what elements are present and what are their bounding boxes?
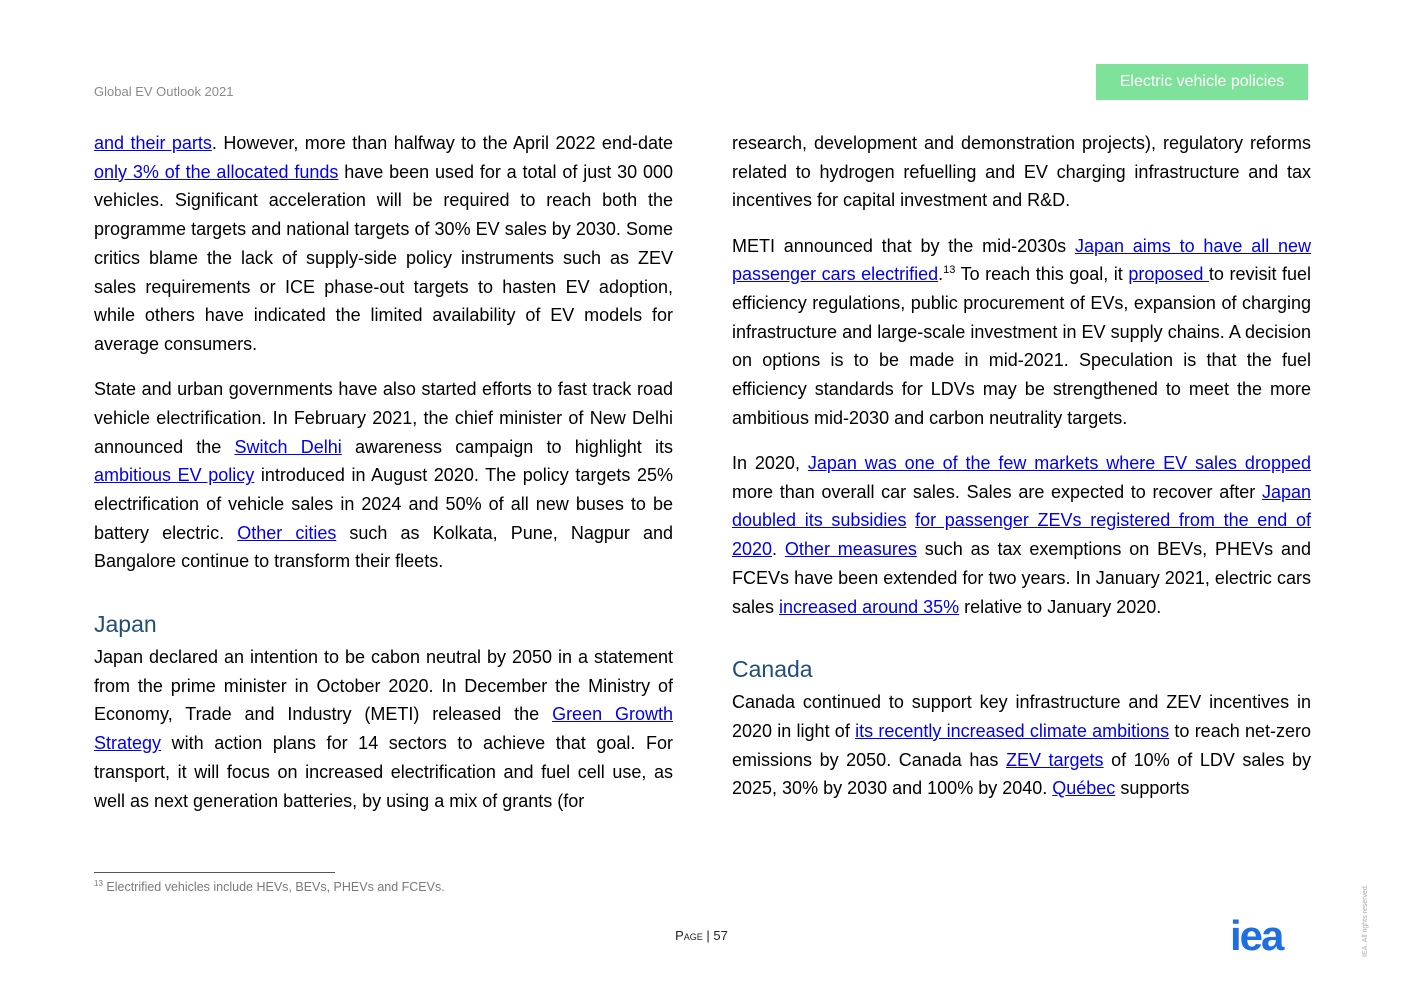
iea-logo: iea bbox=[1230, 912, 1283, 959]
page-number bbox=[0, 928, 1403, 943]
link-doubled-subsidies[interactable]: Japan doubled its subsidies bbox=[732, 481, 1311, 531]
link-ev-sales-dropped[interactable]: Japan was one of the few markets where EV sales dropped bbox=[807, 453, 1311, 474]
footnote: $^{13}$ Electrified vehicles include HEVs, BEVs, PHEVs and FCEVs. bbox=[94, 878, 445, 894]
link-switch-delhi[interactable]: Switch Delhi bbox=[234, 436, 342, 457]
page-label: Page bbox=[675, 928, 703, 943]
link-and-their-parts[interactable]: and their parts bbox=[94, 133, 212, 153]
footnote-divider bbox=[94, 872, 335, 873]
link-quebec[interactable]: Québec bbox=[1052, 778, 1116, 799]
link-japan-aims-electrified[interactable]: Japan aims to have all new passenger cars electrified bbox=[732, 235, 1312, 285]
section-heading-japan: Japan bbox=[94, 611, 157, 638]
link-ev-policy[interactable]: ambitious EV policy bbox=[94, 465, 255, 486]
paragraph: METI announced that by the mid-2030s Japan aims to have all new passenger cars electrified.$^{13}$ To reach this goal, it proposed to revisit fuel efficiency regulations, public procurement of EVs, expansion of charging infrastructure and large-scale investment in EV supply chains. A decision on options is to be made in mid-2021. Speculation is that the fuel efficiency standards for LDVs may be strengthened to meet the more ambitious mid-2030 and carbon neutrality targets. bbox=[732, 235, 1312, 428]
paragraph: State and urban governments have also started efforts to fast track road vehicle electrification. In February 2021, the chief minister of New Delhi announced the Switch Delhi awareness campaign to highlight its ambitious EV policy introduced in August 2020. The policy targets 25% electrification of vehicle sales in 2024 and 50% of all new buses to be battery electric. Other cities such as Kolkata, Pune, Nagpur and Bangalore continue to transform their fleets. bbox=[94, 379, 674, 572]
link-other-measures[interactable]: Other measures bbox=[784, 539, 917, 560]
footnote-reference: 13 bbox=[943, 264, 956, 277]
link-other-cities[interactable]: Other cities bbox=[237, 522, 337, 543]
footnote-number: 13 bbox=[94, 878, 103, 888]
left-column bbox=[94, 129, 673, 832]
link-proposed[interactable]: proposed bbox=[1128, 264, 1209, 285]
link-allocated-funds[interactable]: only 3% of the allocated funds bbox=[94, 161, 339, 182]
link-increased-35[interactable]: increased around 35% bbox=[779, 596, 960, 617]
link-climate-ambitions[interactable]: its recently increased climate ambitions bbox=[855, 720, 1170, 741]
paragraph: research, development and demonstration projects), regulatory reforms related to hydrogen refuelling and EV charging infrastructure and tax incentives for capital investment and R&D. bbox=[732, 133, 1311, 211]
section-badge: Electric vehicle policies bbox=[1096, 64, 1308, 100]
page-separator: | bbox=[702, 928, 714, 943]
section-heading-canada: Canada bbox=[732, 656, 813, 683]
page-number-value: 57 bbox=[713, 928, 728, 943]
link-passenger-zevs[interactable]: for passenger ZEVs registered from the end of 2020 bbox=[732, 510, 1311, 560]
running-header-title: Global EV Outlook 2021 bbox=[94, 84, 234, 99]
paragraph: Japan declared an intention to be cabon neutral by 2050 in a statement from the prime minister in October 2020. In December the Ministry of Economy, Trade and Industry (METI) released the Green Growth Strategy with action plans for 14 sectors to achieve that goal. For transport, it will focus on increased electrification and fuel cell use, as well as next generation batteries, by using a mix of grants (for bbox=[94, 647, 673, 811]
rights-notice: IEA. All rights reserved. bbox=[1362, 884, 1369, 957]
link-zev-targets[interactable]: ZEV targets bbox=[1005, 749, 1104, 770]
link-green-growth-strategy[interactable]: Green Growth Strategy bbox=[94, 704, 673, 754]
right-column bbox=[732, 129, 1311, 820]
paragraph: and their parts. However, more than halfway to the April 2022 end-date only 3% of the allocated funds have been used for a total of just 30 000 vehicles. Significant acceleration will be required to reach both the programme targets and national targets of 30% EV sales by 2030. Some critics blame the lack of supply-side policy instruments such as ZEV sales requirements or ICE phase-out targets to hasten EV adoption, while others have indicated the limited availability of EV models for average consumers. bbox=[94, 133, 673, 354]
paragraph: In 2020, Japan was one of the few markets where EV sales dropped more than overall car sales. Sales are expected to recover after Japan doubled its subsidies for passenger ZEVs registered from the end of 2020. Other measures such as tax exemptions on BEVs, PHEVs and FCEVs have been extended for two years. In January 2021, electric cars sales increased around 35% relative to January 2020. bbox=[732, 453, 1311, 617]
paragraph: Canada continued to support key infrastructure and ZEV incentives in 2020 in light of its recently increased climate ambitions to reach net-zero emissions by 2050. Canada has ZEV targets of 10% of LDV sales by 2025, 30% by 2030 and 100% by 2040. Québec supports bbox=[732, 692, 1311, 799]
